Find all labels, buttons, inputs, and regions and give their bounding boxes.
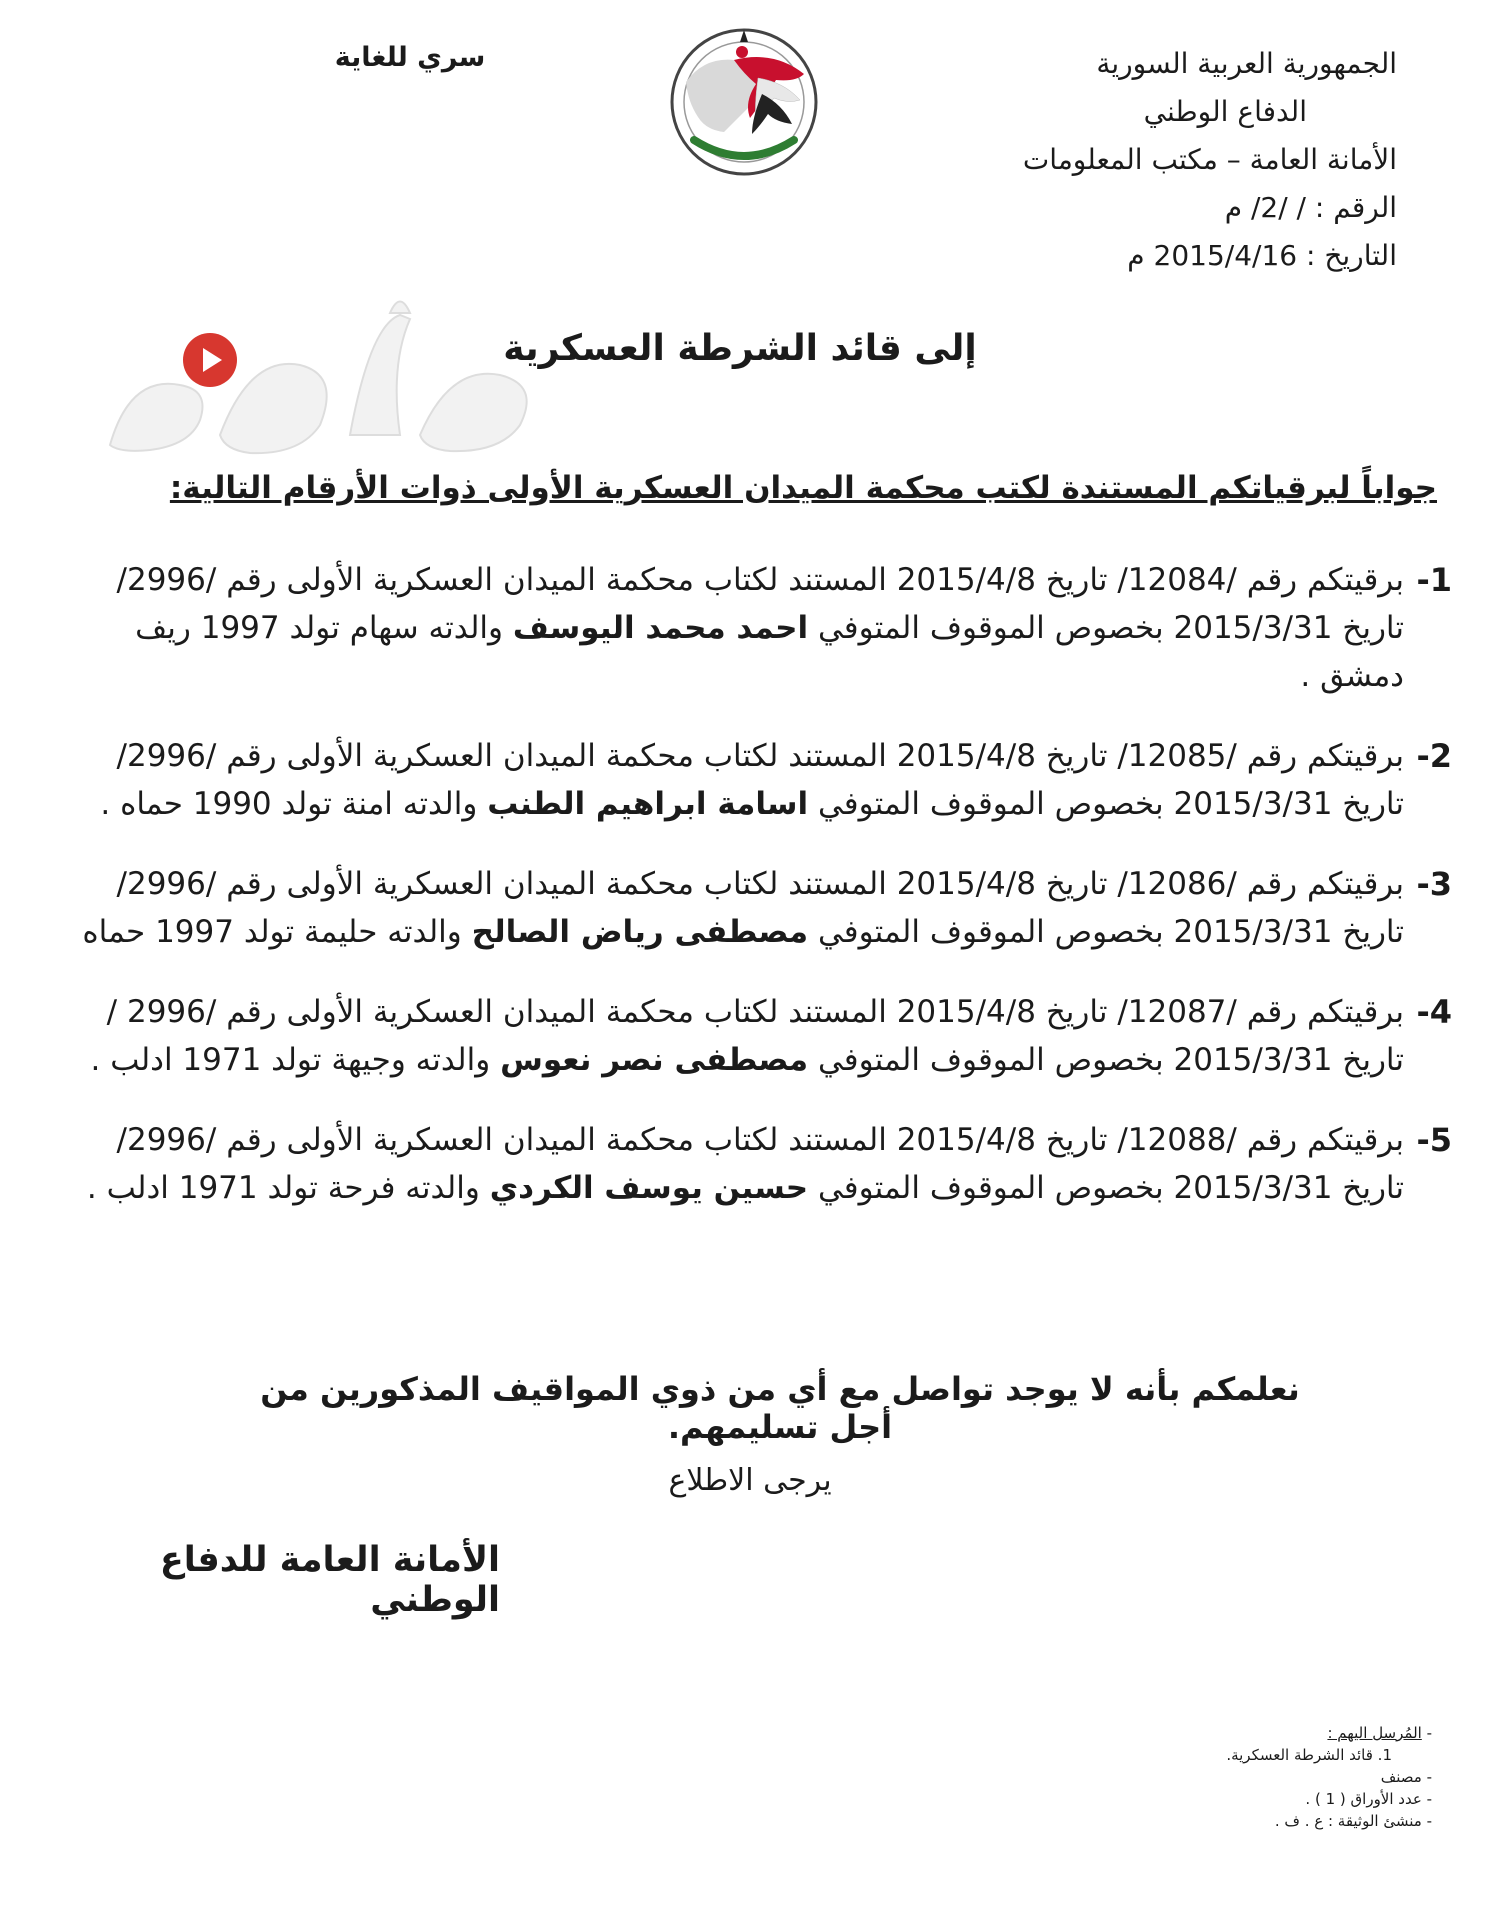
recipients-label: المُرسل اليهم :	[1327, 1724, 1422, 1742]
list-item	[62, 556, 1452, 700]
classification-label: سري للغاية	[334, 42, 486, 73]
deceased-name: اسامة ابراهيم الطنب	[487, 786, 809, 822]
play-icon	[180, 330, 240, 390]
letterhead-office: الأمانة العامة – مكتب المعلومات	[1022, 143, 1397, 176]
reference-number: الرقم : / /2/ م	[1224, 191, 1397, 224]
list-item	[62, 988, 1452, 1084]
item-number: 2-	[1416, 737, 1452, 775]
deceased-name: حسين يوسف الكردي	[489, 1170, 809, 1206]
document-origin: منشئ الوثيقة : ع . ف .	[1274, 1812, 1422, 1830]
item-text: برقيتكم رقم /12087/ تاريخ 2015/4/8 المستند لكتاب محكمة الميدان العسكرية الأولى رقم /2996 / تاريخ 2015/3/31 بخصوص الموقوف المتوفي مصطفى نصر نعوس والدته وجيهة تولد 1971 ادلب .	[90, 994, 1404, 1078]
letterhead	[977, 40, 1397, 280]
addressee: إلى قائد الشرطة العسكرية	[503, 328, 977, 369]
intro-line: جواباً لبرقياتكم المستندة لكتب محكمة الميدان العسكرية الأولى ذوات الأرقام التالية:	[169, 470, 1437, 506]
item-text: برقيتكم رقم /12088/ تاريخ 2015/4/8 المستند لكتاب محكمة الميدان العسكرية الأولى رقم /2996/ تاريخ 2015/3/31 بخصوص الموقوف المتوفي حسين يوسف الكردي والدته فرحة تولد 1971 ادلب .	[86, 1122, 1404, 1206]
watermark-logo	[100, 285, 560, 485]
deceased-name: مصطفى رياض الصالح	[471, 914, 809, 950]
document-date: التاريخ : 2015/4/16 م	[1127, 239, 1397, 272]
item-number: 5-	[1416, 1121, 1452, 1159]
letterhead-org: الدفاع الوطني	[1143, 95, 1307, 128]
please-review: يرجى الاطلاع	[668, 1463, 832, 1498]
item-text: برقيتكم رقم /12086/ تاريخ 2015/4/8 المستند لكتاب محكمة الميدان العسكرية الأولى رقم /2996/ تاريخ 2015/3/31 بخصوص الموقوف المتوفي مصطفى رياض الصالح والدته حليمة تولد 1997 حماه	[82, 866, 1404, 950]
item-number: 3-	[1416, 865, 1452, 903]
classified-label: مصنف	[1380, 1768, 1422, 1786]
letterhead-country: الجمهورية العربية السورية	[1096, 47, 1397, 80]
list-item	[62, 1116, 1452, 1212]
list-item	[62, 860, 1452, 956]
item-text: برقيتكم رقم /12084/ تاريخ 2015/4/8 المستند لكتاب محكمة الميدان العسكرية الأولى رقم /2996/ تاريخ 2015/3/31 بخصوص الموقوف المتوفي احمد محمد اليوسف والدته سهام تولد 1997 ريف دمشق .	[116, 562, 1404, 694]
list-item	[62, 732, 1452, 828]
item-number: 4-	[1416, 993, 1452, 1031]
item-text: برقيتكم رقم /12085/ تاريخ 2015/4/8 المستند لكتاب محكمة الميدان العسكرية الأولى رقم /2996/ تاريخ 2015/3/31 بخصوص الموقوف المتوفي اسامة ابراهيم الطنب والدته امنة تولد 1990 حماه .	[100, 738, 1404, 822]
item-number: 1-	[1416, 561, 1452, 599]
pages-count: عدد الأوراق ( 1 ) .	[1305, 1790, 1422, 1808]
signature-block: الأمانة العامة للدفاع الوطني	[159, 1540, 500, 1620]
notice-text: نعلمكم بأنه لا يوجد تواصل مع أي من ذوي المواقيف المذكورين من أجل تسليمهم.	[260, 1370, 1300, 1446]
recipient-line: 1. قائد الشرطة العسكرية.	[1226, 1746, 1392, 1764]
items-list	[62, 556, 1452, 1244]
emblem-logo	[664, 22, 824, 182]
deceased-name: احمد محمد اليوسف	[512, 610, 809, 646]
deceased-name: مصطفى نصر نعوس	[500, 1042, 809, 1078]
distribution-footer: - المُرسل اليهم : 1. قائد الشرطة العسكرية. - مصنف - عدد الأوراق ( 1 ) . - منشئ الوثيقة : ع . ف .	[1092, 1722, 1432, 1832]
